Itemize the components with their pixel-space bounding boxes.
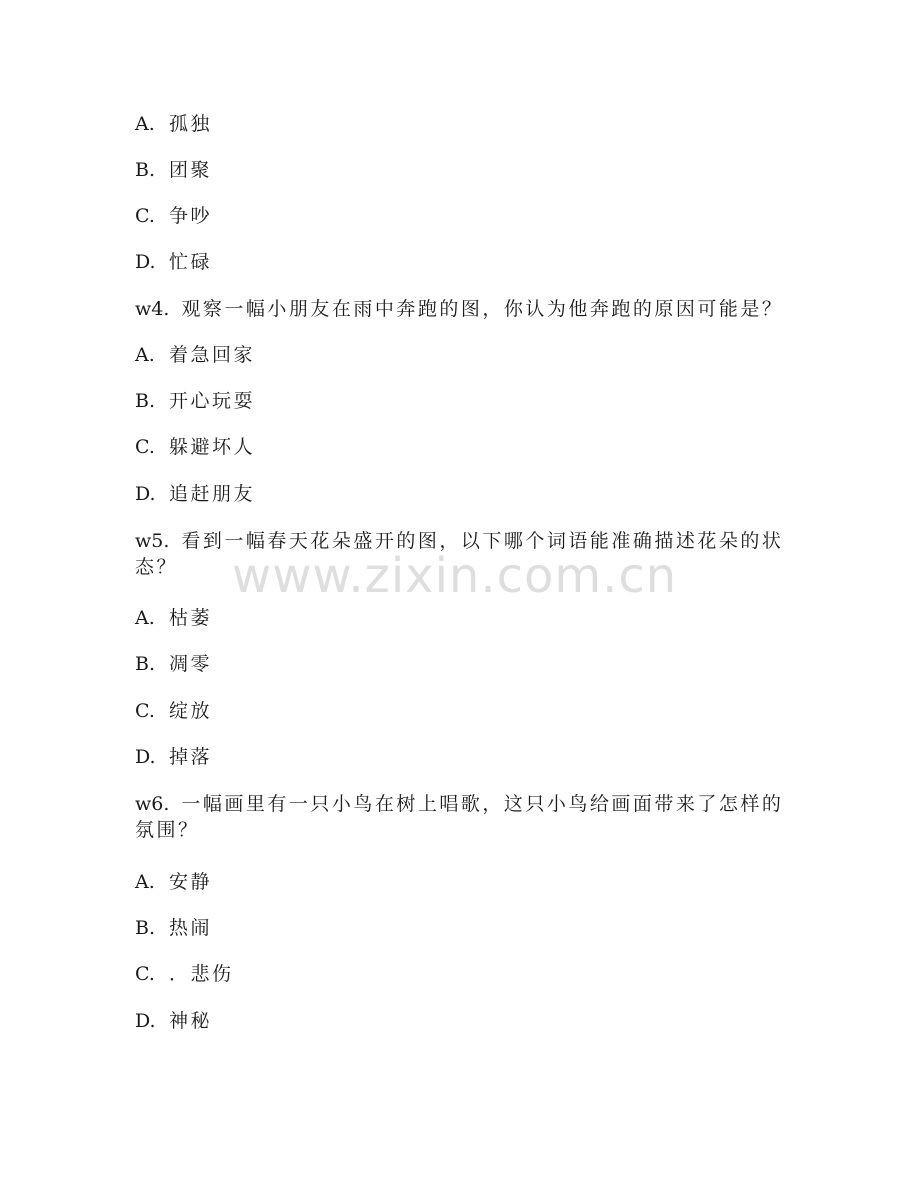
option-letter: A.	[135, 113, 155, 135]
prev-option-c	[135, 203, 785, 229]
option-letter: B.	[135, 159, 156, 181]
option-letter: A.	[135, 344, 155, 366]
q6-option-d	[135, 1008, 785, 1034]
question-4	[135, 296, 785, 322]
question-text: 看到一幅春天花朵盛开的图，以下哪个词语能准确描述花朵的状态？	[135, 530, 784, 578]
option-text: 枯萎	[169, 607, 213, 629]
question-number: w4.	[135, 298, 170, 320]
option-text: 凋零	[169, 653, 213, 675]
option-letter: C.	[135, 963, 155, 985]
prev-option-d	[135, 249, 785, 275]
option-letter: D.	[135, 483, 156, 505]
option-text: 开心玩耍	[169, 390, 256, 412]
option-letter: B.	[135, 917, 156, 939]
question-text: 一幅画里有一只小鸟在树上唱歌，这只小鸟给画面带来了怎样的氛围？	[135, 793, 784, 841]
q6-option-a	[135, 869, 785, 895]
q6-option-c	[135, 961, 785, 987]
option-letter: C.	[135, 436, 155, 458]
option-letter: B.	[135, 390, 156, 412]
question-number: w5.	[135, 530, 170, 552]
q4-option-d	[135, 481, 785, 507]
prev-option-a	[135, 111, 785, 137]
prev-option-b	[135, 157, 785, 183]
option-text: 神秘	[169, 1010, 213, 1032]
option-letter: B.	[135, 653, 156, 675]
option-letter: A.	[135, 871, 155, 893]
option-text: 争吵	[169, 205, 213, 227]
option-letter: C.	[135, 205, 155, 227]
option-text: 忙碌	[169, 251, 213, 273]
option-letter: D.	[135, 746, 156, 768]
option-text: 团聚	[169, 159, 213, 181]
q5-option-d	[135, 744, 785, 770]
q5-option-b	[135, 651, 785, 677]
option-text: 掉落	[169, 746, 213, 768]
option-text: ．悲伤	[169, 963, 234, 985]
option-text: 追赶朋友	[169, 483, 256, 505]
option-text: 热闹	[169, 917, 213, 939]
option-letter: A.	[135, 607, 155, 629]
option-letter: D.	[135, 251, 156, 273]
q4-option-c	[135, 434, 785, 460]
question-number: w6.	[135, 793, 170, 815]
q5-option-a	[135, 605, 785, 631]
q6-option-b	[135, 915, 785, 941]
q4-option-a	[135, 342, 785, 368]
option-letter: D.	[135, 1010, 156, 1032]
option-text: 躲避坏人	[169, 436, 256, 458]
question-text: 观察一幅小朋友在雨中奔跑的图，你认为他奔跑的原因可能是？	[181, 298, 784, 320]
q5-option-c	[135, 698, 785, 724]
option-text: 着急回家	[169, 344, 256, 366]
q4-option-b	[135, 388, 785, 414]
option-text: 孤独	[169, 113, 213, 135]
option-text: 绽放	[169, 700, 213, 722]
question-6	[135, 791, 785, 843]
watermark: www.zixin.com.cn	[232, 548, 678, 604]
option-text: 安静	[169, 871, 213, 893]
option-letter: C.	[135, 700, 155, 722]
